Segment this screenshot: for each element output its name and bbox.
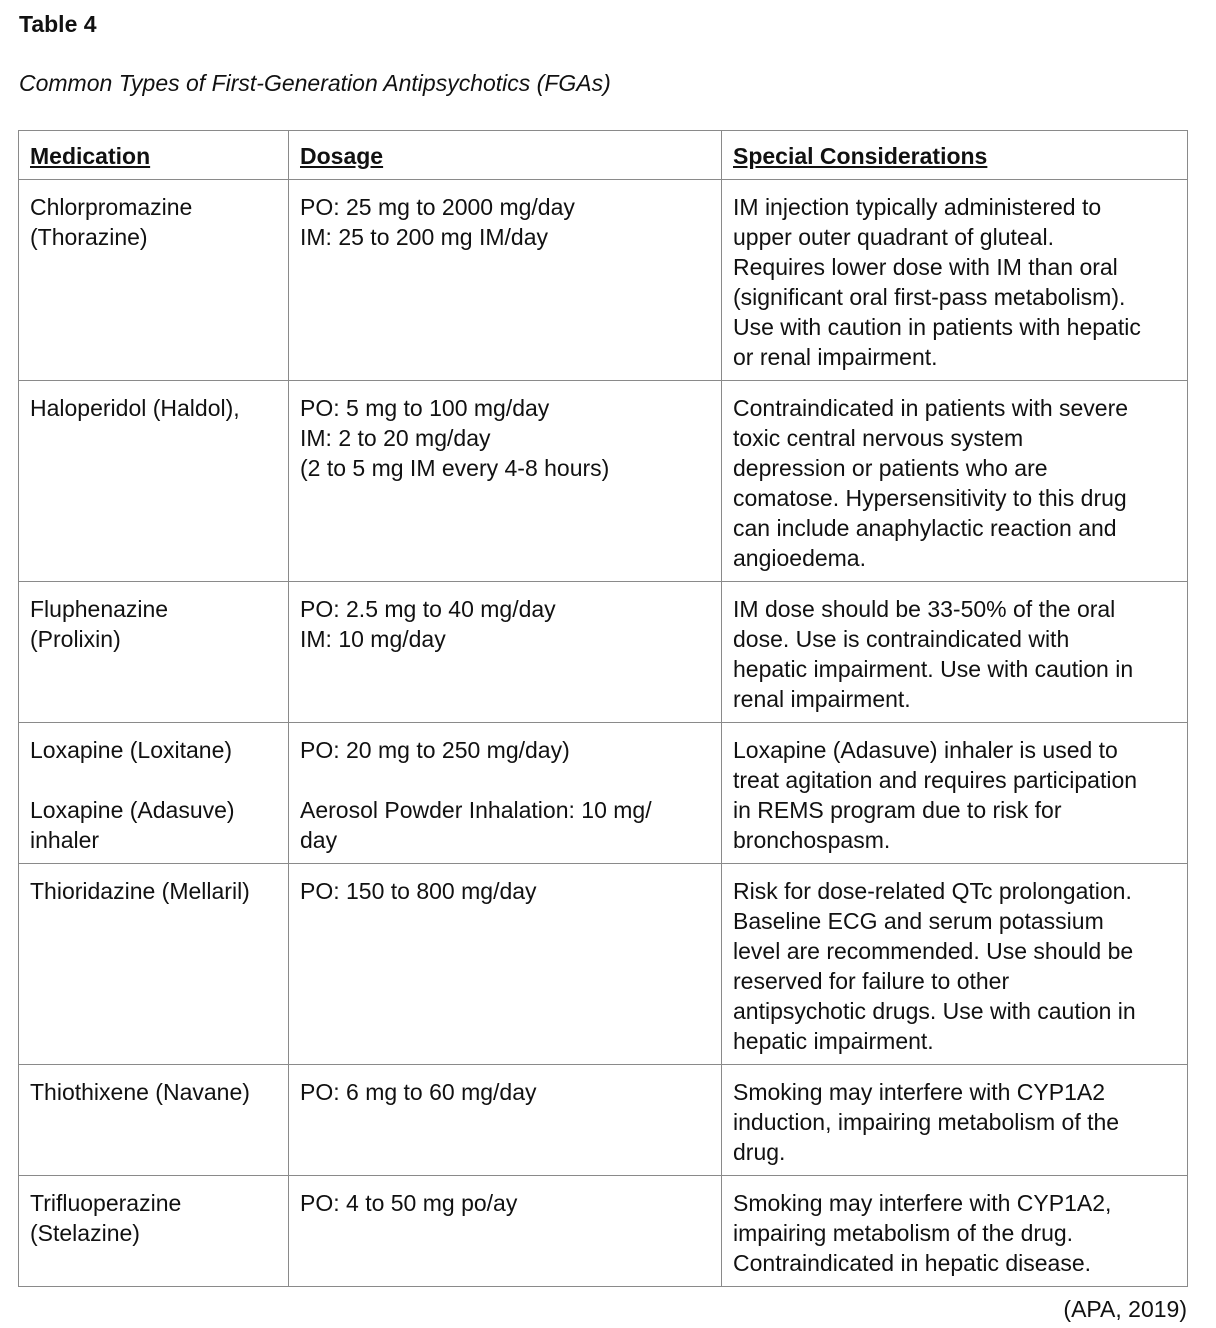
cell-text-line: Trifluoperazine bbox=[30, 1190, 182, 1216]
cell-text-line: PO: 25 mg to 2000 mg/day bbox=[300, 194, 575, 220]
cell-text-line: day bbox=[300, 827, 338, 853]
cell-text-line: hepatic impairment. Use with caution in bbox=[733, 656, 1134, 682]
cell-text-line: inhaler bbox=[30, 827, 100, 853]
table-row bbox=[19, 582, 1188, 723]
cell-text-line: Risk for dose-related QTc prolongation. bbox=[733, 878, 1132, 904]
special-considerations-cell bbox=[722, 582, 1188, 723]
cell-text-line: IM: 10 mg/day bbox=[300, 626, 446, 652]
cell-text-line: (Stelazine) bbox=[30, 1220, 140, 1246]
cell-text-line: Loxapine (Adasuve) bbox=[30, 797, 235, 823]
dosage-cell bbox=[289, 864, 722, 1065]
column-header-medication: Medication bbox=[19, 131, 289, 180]
special-considerations-cell bbox=[722, 1176, 1188, 1287]
table-number: Table 4 bbox=[19, 11, 97, 37]
cell-text-line: IM: 25 to 200 mg IM/day bbox=[300, 224, 549, 250]
cell-text-line: antipsychotic drugs. Use with caution in bbox=[733, 998, 1136, 1024]
cell-text-line: toxic central nervous system bbox=[733, 425, 1024, 451]
cell-text-line: (2 to 5 mg IM every 4-8 hours) bbox=[300, 455, 610, 481]
cell-text-line: or renal impairment. bbox=[733, 344, 938, 370]
cell-text-line: Requires lower dose with IM than oral bbox=[733, 254, 1118, 280]
table-title: Common Types of First-Generation Antipsychotics (FGAs) bbox=[19, 70, 611, 96]
cell-text-line: Aerosol Powder Inhalation: 10 mg/ bbox=[300, 797, 652, 823]
table-row bbox=[19, 1176, 1188, 1287]
cell-text-line: (Thorazine) bbox=[30, 224, 148, 250]
table-row bbox=[19, 1065, 1188, 1176]
cell-text-line: Baseline ECG and serum potassium bbox=[733, 908, 1104, 934]
blank-line bbox=[30, 765, 278, 795]
cell-text-line: Loxapine (Loxitane) bbox=[30, 737, 233, 763]
cell-text-line: hepatic impairment. bbox=[733, 1028, 934, 1054]
cell-text-line: IM dose should be 33-50% of the oral bbox=[733, 596, 1116, 622]
dosage-cell bbox=[289, 381, 722, 582]
cell-text-line: reserved for failure to other bbox=[733, 968, 1010, 994]
cell-text-line: IM injection typically administered to bbox=[733, 194, 1102, 220]
table-row bbox=[19, 381, 1188, 582]
cell-text-line: treat agitation and requires participation bbox=[733, 767, 1138, 793]
cell-text-line: induction, impairing metabolism of the bbox=[733, 1109, 1120, 1135]
cell-text-line: depression or patients who are bbox=[733, 455, 1048, 481]
table-body bbox=[19, 180, 1188, 1287]
medication-cell bbox=[19, 381, 289, 582]
cell-text-line: IM: 2 to 20 mg/day bbox=[300, 425, 491, 451]
cell-text-line: drug. bbox=[733, 1139, 786, 1165]
cell-text-line: PO: 150 to 800 mg/day bbox=[300, 878, 537, 904]
cell-text-line: level are recommended. Use should be bbox=[733, 938, 1134, 964]
table-row bbox=[19, 723, 1188, 864]
cell-text-line: dose. Use is contraindicated with bbox=[733, 626, 1070, 652]
dosage-cell bbox=[289, 1065, 722, 1176]
cell-text-line: Thioridazine (Mellaril) bbox=[30, 878, 250, 904]
dosage-cell bbox=[289, 723, 722, 864]
citation: (APA, 2019) bbox=[1063, 1296, 1187, 1322]
cell-text-line: renal impairment. bbox=[733, 686, 911, 712]
cell-text-line: upper outer quadrant of gluteal. bbox=[733, 224, 1054, 250]
cell-text-line: comatose. Hypersensitivity to this drug bbox=[733, 485, 1127, 511]
medication-cell bbox=[19, 1065, 289, 1176]
table-row bbox=[19, 180, 1188, 381]
special-considerations-cell bbox=[722, 723, 1188, 864]
cell-text-line: (Prolixin) bbox=[30, 626, 121, 652]
cell-text-line: Fluphenazine bbox=[30, 596, 169, 622]
cell-text-line: Thiothixene (Navane) bbox=[30, 1079, 250, 1105]
table-row bbox=[19, 864, 1188, 1065]
medication-cell bbox=[19, 723, 289, 864]
table-header-row bbox=[19, 131, 1188, 180]
cell-text-line: PO: 6 mg to 60 mg/day bbox=[300, 1079, 537, 1105]
cell-text-line: bronchospasm. bbox=[733, 827, 891, 853]
medication-cell bbox=[19, 1176, 289, 1287]
cell-text-line: PO: 20 mg to 250 mg/day) bbox=[300, 737, 570, 763]
cell-text-line: Smoking may interfere with CYP1A2 bbox=[733, 1079, 1105, 1105]
special-considerations-cell bbox=[722, 864, 1188, 1065]
dosage-cell bbox=[289, 1176, 722, 1287]
cell-text-line: PO: 2.5 mg to 40 mg/day bbox=[300, 596, 556, 622]
dosage-cell bbox=[289, 582, 722, 723]
blank-line bbox=[300, 765, 711, 795]
cell-text-line: Contraindicated in hepatic disease. bbox=[733, 1250, 1092, 1276]
column-header-dosage: Dosage bbox=[289, 131, 722, 180]
special-considerations-cell bbox=[722, 1065, 1188, 1176]
medication-cell bbox=[19, 582, 289, 723]
column-header-special-considerations: Special Considerations bbox=[722, 131, 1188, 180]
cell-text-line: PO: 5 mg to 100 mg/day bbox=[300, 395, 550, 421]
special-considerations-cell bbox=[722, 381, 1188, 582]
cell-text-line: angioedema. bbox=[733, 545, 866, 571]
cell-text-line: (significant oral first-pass metabolism). bbox=[733, 284, 1126, 310]
cell-text-line: Contraindicated in patients with severe bbox=[733, 395, 1129, 421]
medication-cell bbox=[19, 864, 289, 1065]
fga-table bbox=[18, 130, 1188, 1287]
cell-text-line: Use with caution in patients with hepatic bbox=[733, 314, 1141, 340]
cell-text-line: PO: 4 to 50 mg po/ay bbox=[300, 1190, 518, 1216]
dosage-cell bbox=[289, 180, 722, 381]
cell-text-line: Chlorpromazine bbox=[30, 194, 193, 220]
cell-text-line: Haloperidol (Haldol), bbox=[30, 395, 240, 421]
cell-text-line: impairing metabolism of the drug. bbox=[733, 1220, 1074, 1246]
special-considerations-cell bbox=[722, 180, 1188, 381]
cell-text-line: Loxapine (Adasuve) inhaler is used to bbox=[733, 737, 1118, 763]
cell-text-line: can include anaphylactic reaction and bbox=[733, 515, 1117, 541]
cell-text-line: in REMS program due to risk for bbox=[733, 797, 1062, 823]
medication-cell bbox=[19, 180, 289, 381]
cell-text-line: Smoking may interfere with CYP1A2, bbox=[733, 1190, 1112, 1216]
